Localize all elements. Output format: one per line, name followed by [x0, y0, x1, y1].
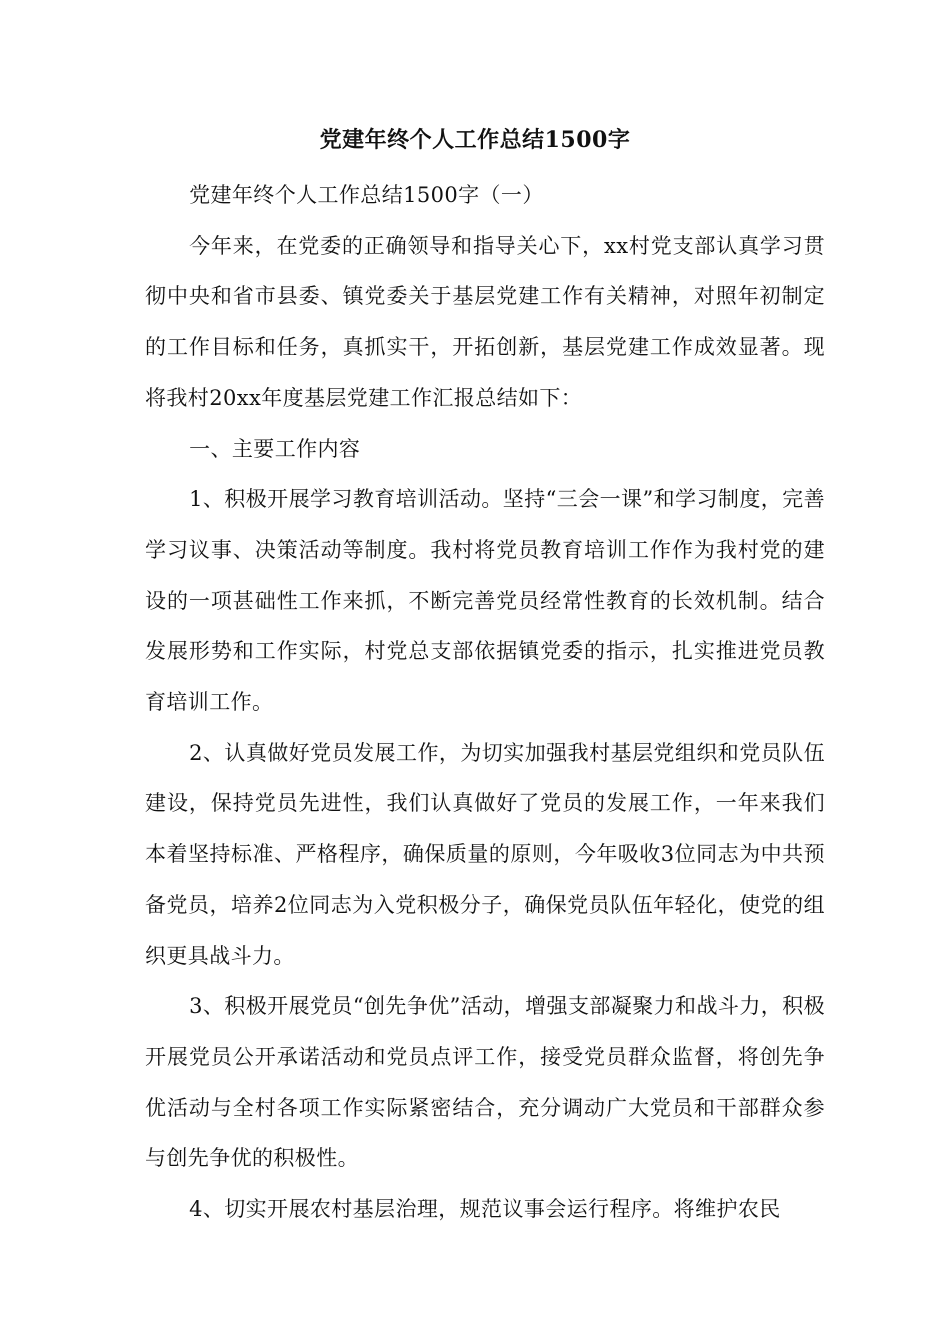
section-heading: 一、主要工作内容 [189, 436, 361, 461]
paragraph-item-4: 4、切实开展农村基层治理，规范议事会运行程序。将维护农民 [189, 1197, 781, 1222]
intro-paragraph: 今年来，在党委的正确领导和指导关心下，xx村党支部认真学习贯彻中央和省市县委、镇党委关于基层党建工作有关精神，对照年初制定的工作目标和任务，真抓实干，开拓创新，基层党建工作成效显著。现将我村20xx年度基层党建工作汇报总结如下： [145, 233, 825, 410]
paragraph-item-2: 2、认真做好党员发展工作，为切实加强我村基层党组织和党员队伍建设，保持党员先进性，我们认真做好了党员的发展工作，一年来我们本着坚持标准、严格程序，确保质量的原则，今年吸收3位同志为中共预备党员，培养2位同志为入党积极分子，确保党员队伍年轻化，使党的组织更具战斗力。 [145, 740, 825, 968]
subtitle-paragraph: 党建年终个人工作总结1500字（一） [189, 183, 544, 207]
document-body [145, 170, 825, 1235]
paragraph-item-1: 1、积极开展学习教育培训活动。坚持“三会一课”和学习制度，完善学习议事、决策活动等制度。我村将党员教育培训工作作为我村党的建设的一项甚础性工作来抓，不断完善党员经常性教育的长效机制。结合发展形势和工作实际，村党总支部依据镇党委的指示，扎实推进党员教育培训工作。 [145, 487, 825, 715]
paragraph-item-3: 3、积极开展党员“创先争优”活动，增强支部凝聚力和战斗力，积极开展党员公开承诺活动和党员点评工作，接受党员群众监督，将创先争优活动与全村各项工作实际紧密结合，充分调动广大党员和干部群众参与创先争优的积极性。 [145, 994, 825, 1171]
document-title: 党建年终个人工作总结1500字 [319, 127, 631, 153]
